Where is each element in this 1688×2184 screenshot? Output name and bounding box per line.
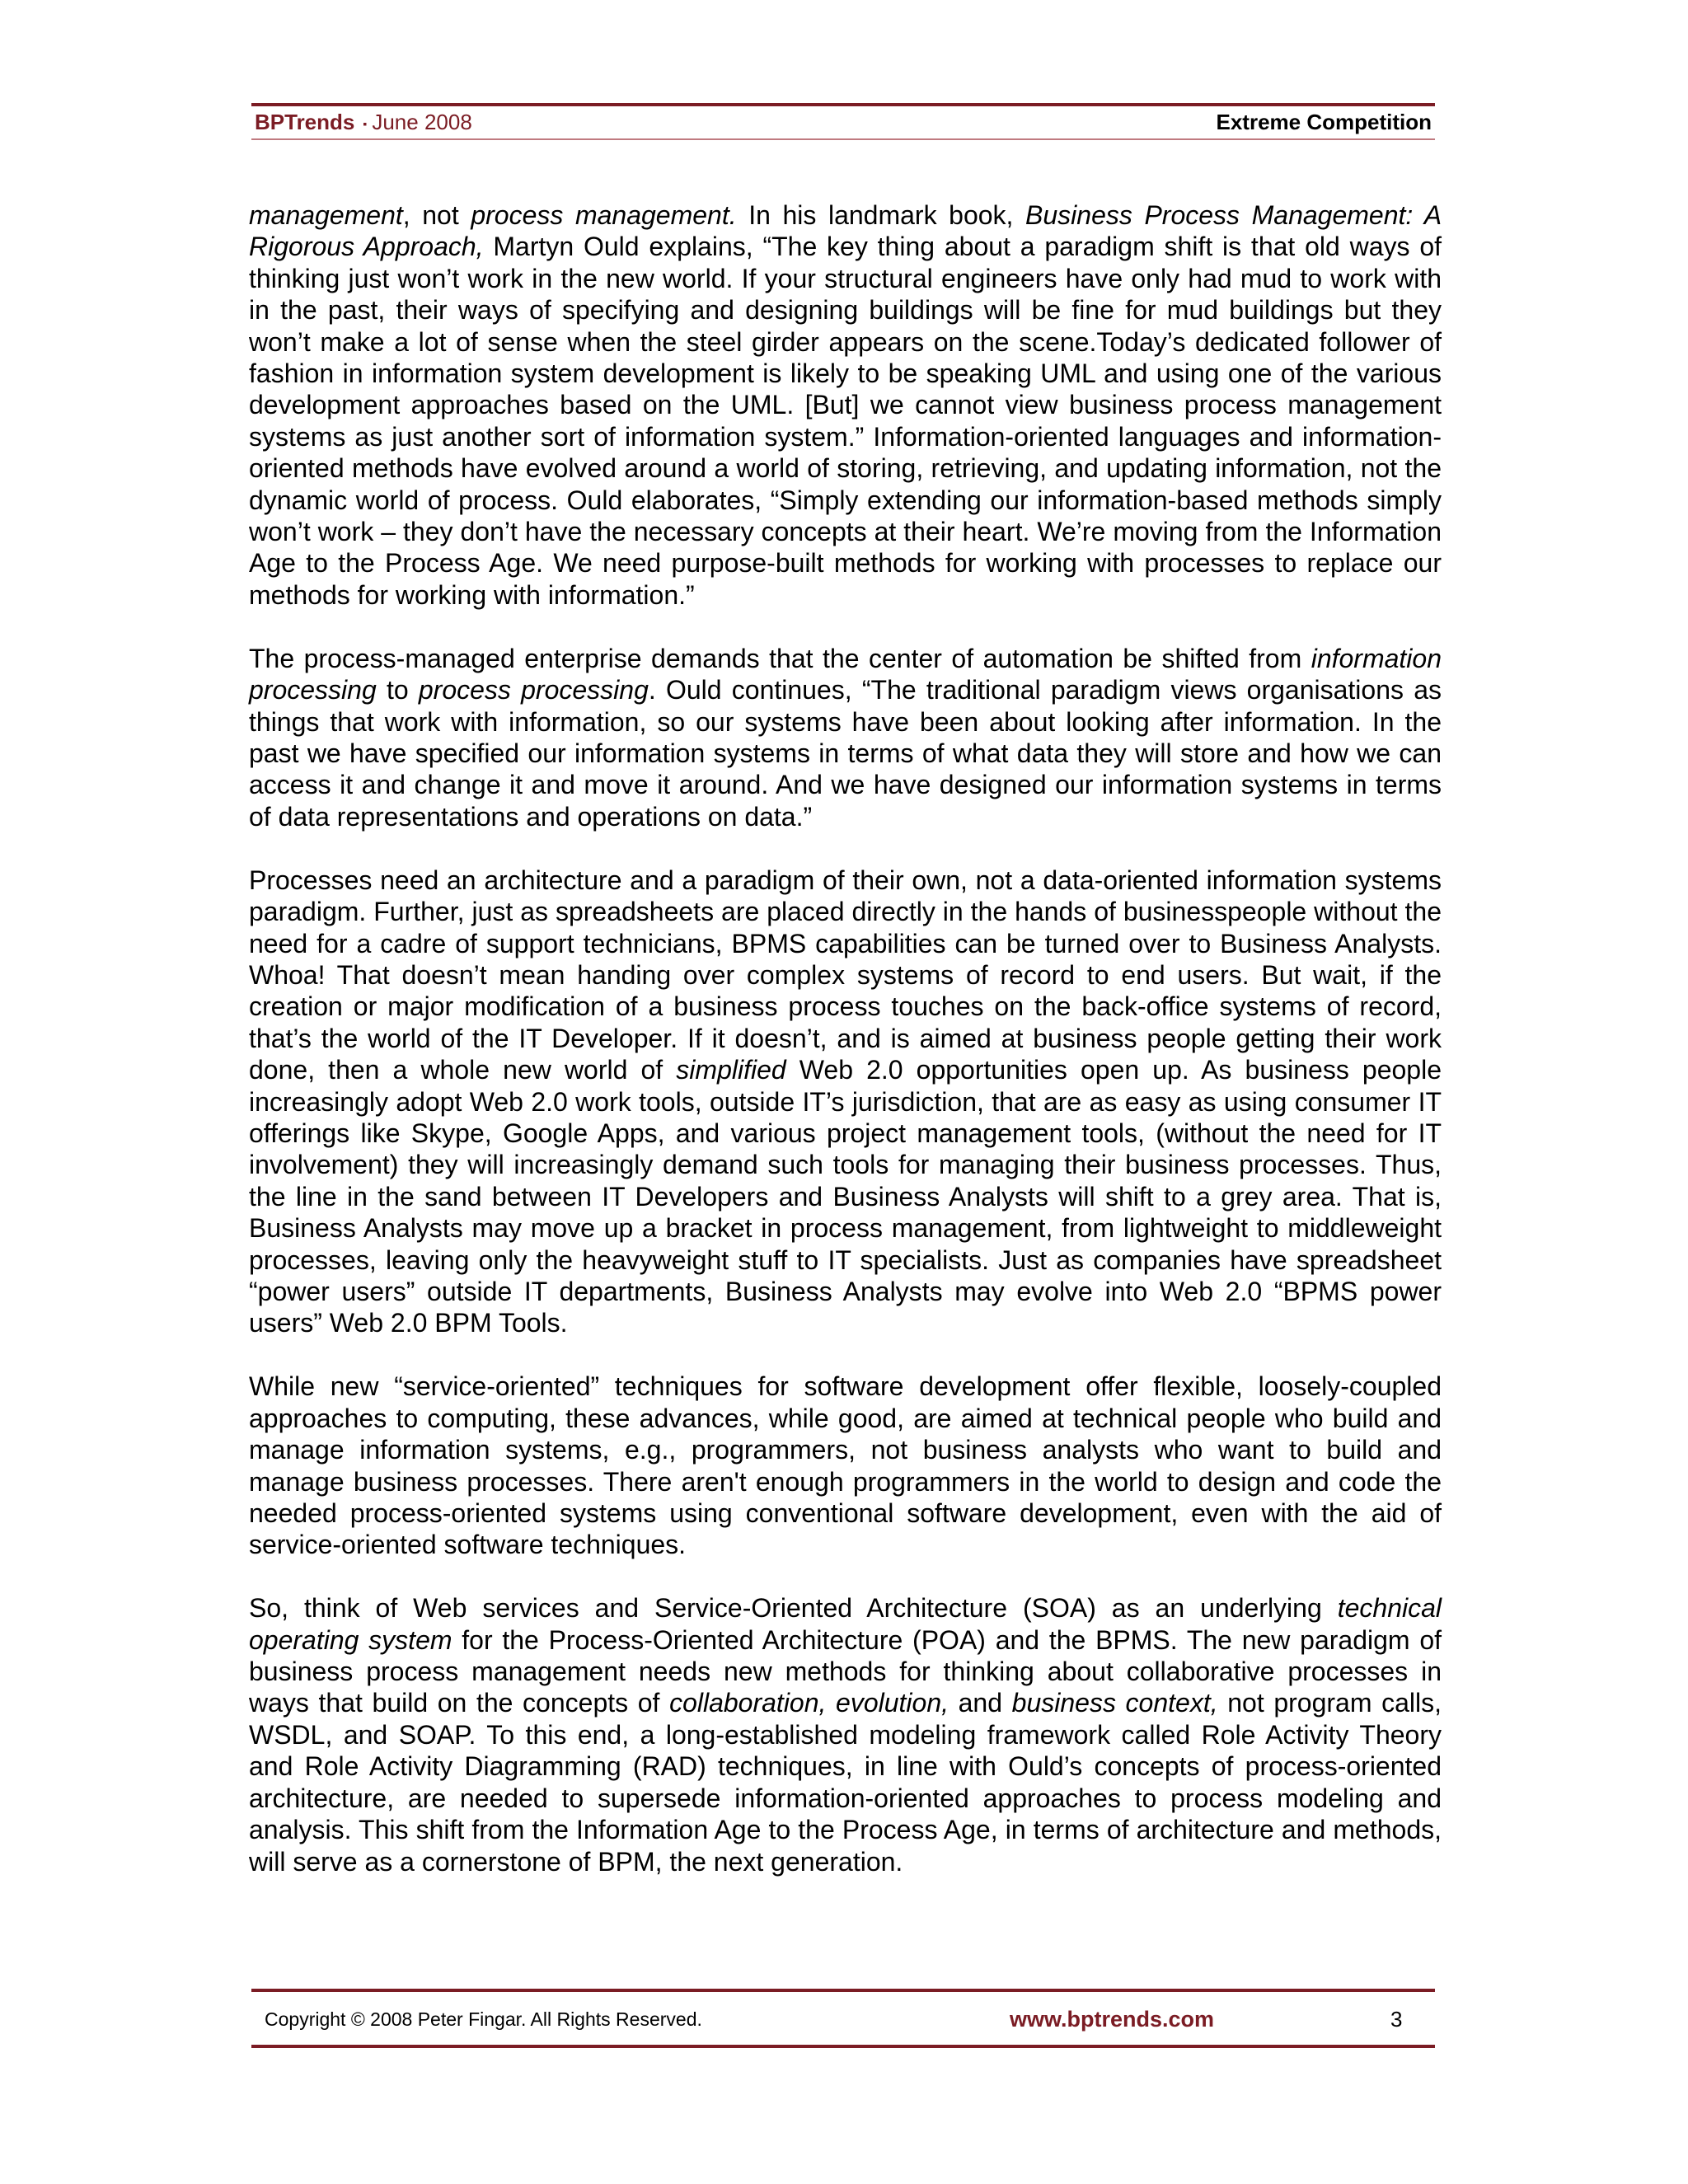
paragraph-1	[249, 199, 1442, 611]
header-separator-icon: ▪	[363, 117, 368, 131]
p1-text-1: , not	[402, 200, 471, 230]
p2-text-1: The process-managed enterprise demands that the center of automation be shifted from	[249, 643, 1311, 673]
header-brand: BPTrends	[255, 110, 355, 134]
header-rule-bottom	[251, 138, 1435, 140]
p5-em-3: business context,	[1011, 1688, 1218, 1718]
p5-text-1: So, think of Web services and Service-Oriented Architecture (SOA) as an underlying	[249, 1593, 1338, 1624]
article-body	[249, 199, 1442, 1909]
p1-em-2: process management.	[471, 200, 737, 230]
p3-text-2: Web 2.0 opportunities open up. As business people increasingly adopt Web 2.0 work tools, outside IT’s jurisdiction, that are as easy as using consumer IT offerings like Skype, Google Apps, and various project management tools, (without the need for IT involvement) they will increasingly demand such tools for managing their business processes. Thus, the line in the sand between IT Developers and Business Analysts will shift to a grey area. That is, Business Analysts may move up a bracket in process management, from lightweight to middleweight processes, leaving only the heavyweight stuff to IT specialists. Just as companies have spreadsheet “power users” outside IT departments, Business Analysts may evolve into Web 2.0 “BPMS power users” Web 2.0 BPM Tools.	[249, 1055, 1442, 1338]
paragraph-4	[249, 1371, 1442, 1560]
p5-em-1: technical operating system	[249, 1593, 1442, 1655]
p2-em-1: information processing	[249, 643, 1442, 705]
footer-copyright: Copyright © 2008 Peter Fingar. All Rights Reserved.	[265, 2008, 702, 2030]
p5-text-4: not program calls, WSDL, and SOAP. To this end, a long-established modeling framework called Role Activity Theory and Role Activity Diagramming (RAD) techniques, in line with Ould’s concepts of process-oriented architecture, are needed to supersede information-oriented approaches to process modeling and analysis. This shift from the Information Age to the Process Age, in terms of architecture and methods, will serve as a cornerstone of BPM, the next generation.	[249, 1688, 1442, 1877]
p2-text-3: . Ould continues, “The traditional paradigm views organisations as things that work with information, so our systems have been about looking after information. In the past we have specified our information systems in terms of what data they will store and how we can access it and change it and move it around. And we have designed our information systems in terms of data representations and operations on data.”	[249, 675, 1442, 832]
p3-text-1: Processes need an architecture and a paradigm of their own, not a data-oriented information systems paradigm. Further, just as spreadsheets are placed directly in the hands of businesspeople without the need for a cadre of support technicians, BPMS capabilities can be turned over to Business Analysts. Whoa! That doesn’t mean handing over complex systems of record to end users. But wait, if the creation or major modification of a business process touches on the back-office systems of record, that’s the world of the IT Developer. If it doesn’t, and is aimed at business people getting their work done, then a whole new world of	[249, 865, 1442, 1085]
p1-text-3: Martyn Ould explains, “The key thing about a paradigm shift is that old ways of thinking just won’t work in the new world. If your structural engineers have only had mud to work with in the past, their ways of specifying and designing buildings will be fine for mud buildings but they won’t make a lot of sense when the steel girder appears on the scene.Today’s dedicated follower of fashion in information system development is likely to be speaking UML and using one of the various development approaches based on the UML. [But] we cannot view business process management systems as just another sort of information system.” Information-oriented languages and information-oriented methods have evolved around a world of storing, retrieving, and updating information, not the dynamic world of process. Ould elaborates, “Simply extending our information-based methods simply won’t work – they don’t have the necessary concepts at their heart. We’re moving from the Information Age to the Process Age. We need purpose-built methods for working with processes to replace our methods for working with information.”	[249, 232, 1442, 610]
p1-book-title: Business Process Management: A Rigorous Approach,	[249, 200, 1442, 262]
paragraph-5	[249, 1592, 1442, 1877]
p3-em-1: simplified	[676, 1055, 786, 1085]
running-footer	[251, 2003, 1435, 2036]
p1-em-1: management	[249, 200, 403, 230]
header-title: Extreme Competition	[1216, 110, 1432, 134]
p5-text-3: and	[949, 1688, 1012, 1718]
footer-rule-top	[251, 1989, 1435, 1992]
p5-text-2: for the Process-Oriented Architecture (POA) and the BPMS. The new paradigm of business process management needs new methods for thinking about collaborative processes in ways that build on the concepts of	[249, 1624, 1442, 1718]
paragraph-2	[249, 643, 1442, 832]
footer-website-link[interactable]: www.bptrends.com	[1010, 2007, 1215, 2032]
p2-text-2: to	[376, 675, 419, 705]
p2-em-2: process processing	[418, 675, 649, 705]
footer-rule-bottom	[251, 2045, 1435, 2048]
header-date: June 2008	[372, 110, 472, 134]
paragraph-3	[249, 865, 1442, 1339]
p4-text-1: While new “service-oriented” techniques for software development offer flexible, loosely-coupled approaches to computing, these advances, while good, are aimed at technical people who build and manage information systems, e.g., programmers, not business analysts who want to build and manage business processes. There aren't enough programmers in the world to design and code the needed process-oriented systems using conventional software development, even with the aid of service-oriented software techniques.	[249, 1371, 1442, 1560]
p1-text-2: In his landmark book,	[736, 200, 1026, 230]
p5-em-2: collaboration, evolution,	[669, 1688, 950, 1718]
page-number: 3	[1390, 2007, 1403, 2032]
header-left	[255, 106, 472, 139]
running-header	[251, 106, 1435, 138]
